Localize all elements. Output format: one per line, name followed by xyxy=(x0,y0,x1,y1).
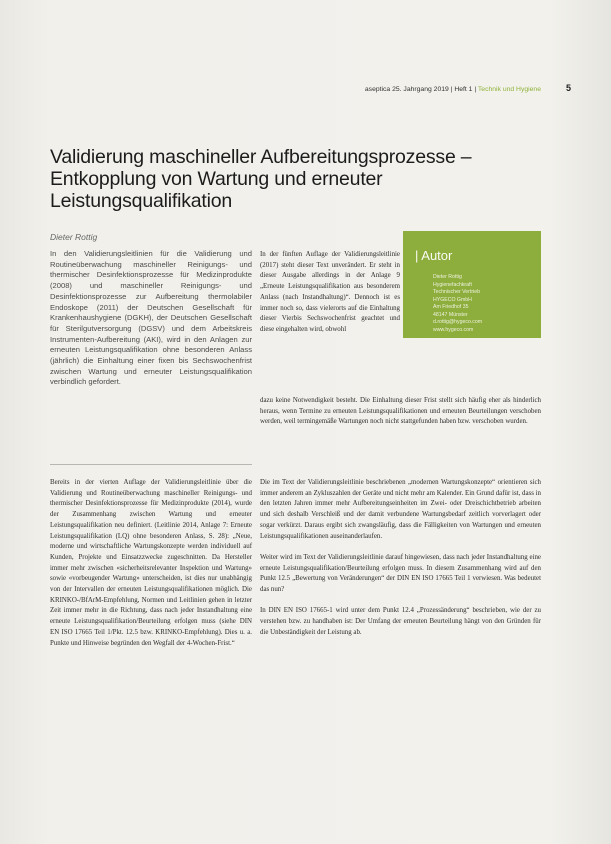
article-title: Validierung maschineller Aufbereitungsprozesse – Entkopplung von Wartung und erneuter Leistungsqualifikation xyxy=(50,146,472,212)
author-email: d.rottig@hygeco.com xyxy=(433,319,483,325)
body-column-left xyxy=(50,478,252,660)
lead-divider xyxy=(50,464,252,465)
author-city: 48147 Münster xyxy=(433,311,468,318)
author-box xyxy=(403,231,541,338)
author-box-heading: | Autor xyxy=(415,248,453,263)
paragraph: dazu keine Notwendigkeit besteht. Die Einhaltung dieser Frist stellt sich häufig eher als hinderlich heraus, wenn Termine zu erneuten Leistungsqualifikationen und erneuten Beurteilungen verschoben werden, weil termingemäße Wartungen noch nicht stattgefunden haben bzw. verschoben wurden. xyxy=(260,397,541,426)
paragraph: Weiter wird im Text der Validierungsleitlinie darauf hingewiesen, dass nach jeder Instandhaltung eine erneute Leistungsqualifikation/Beurteilung erfolgen muss. In diesem Zusammenhang wird auf den Punkt 12.5 „Bewertung von Veränderungen“ der DIN EN ISO 17665 Teil 1 verwiesen. Was bedeutet das nun? xyxy=(260,553,541,594)
article-lead: In den Validierungsleitlinien für die Validierung und Routineüberwachung maschineller Reinigungs- und thermischer Desinfektionsprozesse für Medizinprodukte (2008) und maschineller Reinigungs- und Desinfektionsprozesse zur Aufbereitung thermolabiler Endoskope (2011) der Deutschen Gesellschaft für Krankenhaushygiene (DGKH), der Deutschen Gesellschaft für Sterilgutversorgung (DGSV) und dem Arbeitskreis Instrumenten-Aufbereitung (AKI), wird in den Anlagen zur erneuten Leistungsqualifikation ohne besonderen Anlass (jährlich) die Einhaltung einer fixen bis Sechswochenfrist zwischen Wartung und erneuter Leistungsqualifikation verbindlich gefordert. xyxy=(50,249,252,387)
running-head xyxy=(365,86,541,93)
paragraph: In DIN EN ISO 17665-1 wird unter dem Punkt 12.4 „Prozessänderung“ beschrieben, wie der zu verstehen bzw. zu handhaben ist: Der Umfang der erneuten Beurteilung hängt von den Gründen für die Unbeständigkeit der Leistung ab. xyxy=(260,607,541,636)
paragraph: Bereits in der vierten Auflage der Validierungsleitlinie über die Validierung und Routineüberwachung maschineller Reinigungs- und thermischer Desinfektionsprozesse für Medizinprodukte (2014), wurde der Zusammenhang zwischen Wartung und erneuter Leistungsqualifikation neu definiert. (Leitlinie 2014, Anlage 7: Erneute Leistungsqualifikation (LQ) ohne besonderen Anlass, S. 28): „Neue, moderne und wirtschaftliche Wartungskonzepte werden individuell auf Kunden, Projekte und Einsatzzwecke zugeschnitten. Da Hersteller immer mehr zwischen «sicherheitsrelevanter Inspektion und Wartung» sowie «vorbeugender Wartung» unterscheiden, ist dies nur unabhängig von der Intervallen der erneuten Leistungsqualifikationen möglich. Die KRINKO-/BfArM-Empfehlung, Normen und Leitlinien gehen in letzter Zeit immer mehr in die Richtung, dass nach jeder Instandhaltung eine erneute Leistungsqualifikation/Beurteilung erfolgen muss (siehe DIN EN ISO 17665 Teil 1/Pkt. 12.5 bzw. KRINKO-Empfehlung). Dies u. a. Punkte und Hinweise begründen den Wegfall der 4-Wochen-Frist.“ xyxy=(50,479,252,647)
author-company: HYGECO GmbH xyxy=(433,296,472,303)
page-number: 5 xyxy=(565,83,571,93)
section-rubric: Technik und Hygiene xyxy=(477,86,541,93)
paragraph: Die im Text der Validierungsleitlinie beschriebenen „modernen Wartungskonzepte“ orientieren sich immer anderem an Zykluszahlen der Geräte und nicht mehr am Kalender. Ein Grund dafür ist, dass in den letzten Jahren immer mehr Aufbereitungseinheiten im Zwei- oder Dreischichtbetrieb arbeiten und sich deshalb Verschleiß und der damit verbundene Wartungsbedarf zeitlich vorverlagert oder sogar verkürzt. Daraus ergibt sich zwangsläufig, dass die Fälligkeiten von Wartungen und erneuten Leistungsqualifikationen auseinanderlaufen. xyxy=(260,479,541,540)
author-contact xyxy=(433,274,537,334)
author-role: Hygienefachkraft xyxy=(433,281,472,288)
author-website: www.hygeco.com xyxy=(433,326,474,333)
article-author: Dieter Rottig xyxy=(50,232,98,242)
body-column-top-narrow xyxy=(260,250,400,346)
author-name: Dieter Rottig xyxy=(433,274,462,280)
author-street: Am Friedhof 35 xyxy=(433,304,469,310)
publication-info: aseptica 25. Jahrgang 2019 | Heft 1 | xyxy=(364,86,477,93)
body-column-top-wide xyxy=(260,396,541,439)
body-column-right xyxy=(260,478,541,649)
paragraph: In der fünften Auflage der Validierungsleitlinie (2017) steht dieser Text unverändert. Er steht in dieser Ausgabe allerdings in der Anlage 9 „Erneute Leistungsqualifikation aus besonderem Anlass (nach Instandhaltung)“. Dennoch ist es immer noch so, dass vielerorts auf die Einhaltung dieser Vierbis Sechswochenfrist geachtet und diese eingehalten wird, obwohl xyxy=(260,251,400,333)
author-department: Technischer Vertrieb xyxy=(433,289,480,295)
